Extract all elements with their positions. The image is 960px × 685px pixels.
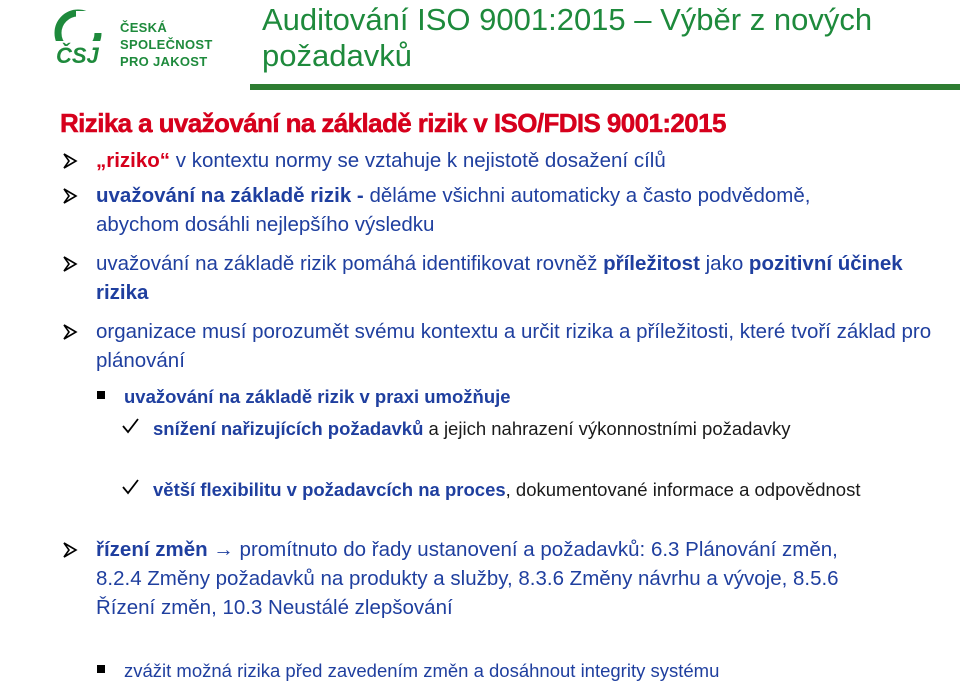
bullet-item-8 xyxy=(96,535,886,622)
logo-line-3: PRO JAKOST xyxy=(120,54,208,69)
item-4-text: organizace musí porozumět svému kontextu a určit rizika a příležitosti, které tvoří základ pro plánování xyxy=(96,320,932,372)
csj-logo xyxy=(54,9,229,69)
item-2-text: děláme všichni automaticky a často podvědomě, abychom dosáhli nejlepšího výsledku xyxy=(96,184,811,236)
item-3-term-opportunity: příležitost xyxy=(603,252,700,275)
item-8-term: řízení změn xyxy=(96,538,208,561)
arrowhead-bullet-icon xyxy=(62,188,78,204)
slide-title: Auditování ISO 9001:2015 – Výběr z nových požadavků xyxy=(262,2,873,73)
item-2-term: uvažování na základě rizik - xyxy=(96,184,364,207)
right-arrow-icon: → xyxy=(207,538,240,561)
bullet-item-3 xyxy=(96,249,916,307)
item-3-text-c: jako xyxy=(699,252,749,275)
item-6-term: snížení nařizujících požadavků xyxy=(153,418,424,439)
item-6-text: a jejich nahrazení výkonnostními požadavky xyxy=(423,418,791,439)
bullet-item-2 xyxy=(96,181,876,239)
sub-item-5 xyxy=(124,382,944,411)
item-7-text: , dokumentované informace a odpovědnost xyxy=(505,479,861,500)
bullet-item-1 xyxy=(96,146,946,175)
title-divider xyxy=(250,84,960,94)
check-item-6 xyxy=(153,414,913,443)
square-bullet-icon xyxy=(97,665,105,673)
item-5-text: uvažování na základě rizik v praxi umožňuje xyxy=(124,386,511,407)
checkmark-bullet-icon xyxy=(121,478,139,496)
item-7-term: větší flexibilitu v požadavcích na proces xyxy=(153,479,506,500)
item-8-text: promítnuto do řady ustanovení a požadavků: 6.3 Plánování změn, 8.2.4 Změny požadavků na produkty a služby, 8.3.6 Změny návrhu a vývoje, 8.5.6 Řízení změn, 10.3 Neustálé zlepšování xyxy=(96,538,839,619)
square-bullet-icon xyxy=(97,391,105,399)
arrowhead-bullet-icon xyxy=(62,324,78,340)
bullet-item-4 xyxy=(96,317,956,375)
arrowhead-bullet-icon xyxy=(62,153,78,169)
item-1-term: „riziko“ xyxy=(96,149,171,172)
logo-mark-text: ČSJ xyxy=(56,43,99,67)
arrowhead-bullet-icon xyxy=(62,256,78,272)
logo-text xyxy=(120,19,213,70)
item-3-term-positive: pozitivní účinek rizika xyxy=(96,252,903,304)
checkmark-bullet-icon xyxy=(121,417,139,435)
item-1-text: v kontextu normy se vztahuje k nejistotě dosažení cílů xyxy=(170,149,666,172)
sub-item-9 xyxy=(124,656,944,685)
logo-line-1: ČESKÁ xyxy=(120,20,168,35)
check-item-7 xyxy=(153,475,913,504)
arrowhead-bullet-icon xyxy=(62,542,78,558)
csj-logo-mark-icon xyxy=(54,9,116,67)
item-3-text-a: uvažování na základě rizik pomáhá identifikovat rovněž xyxy=(96,252,604,275)
item-9-text: zvážit možná rizika před zavedením změn a dosáhnout integrity systému xyxy=(124,660,720,681)
section-heading: Rizika a uvažování na základě rizik v ISO/FDIS 9001:2015 xyxy=(60,108,726,138)
logo-line-2: SPOLEČNOST xyxy=(120,37,213,52)
